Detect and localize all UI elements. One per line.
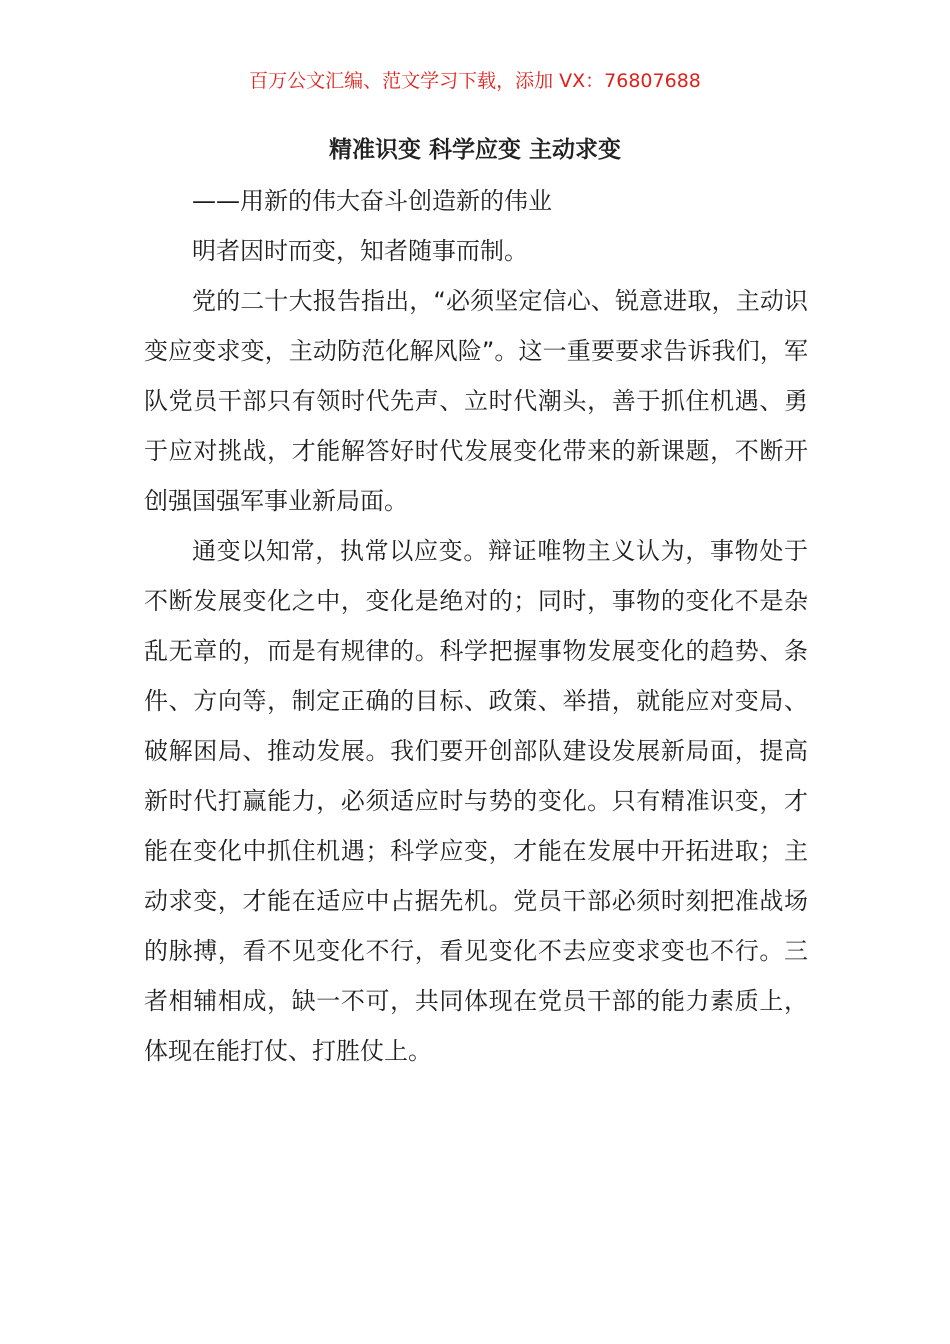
subtitle-paragraph: ——用新的伟大奋斗创造新的伟业	[192, 187, 552, 215]
document-title: 精准识变 科学应变 主动求变	[328, 137, 621, 163]
body-paragraph: 党的二十大报告指出，“必须坚定信心、锐意进取，主动识变应变求变，主动防范化解风险”。这一重要要求告诉我们，军队党员干部只有领时代先声、立时代潮头，善于抓住机遇、勇于应对挑战，才能解答好时代发展变化带来的新课题，不断开创强国强军事业新局面。	[144, 287, 808, 515]
document-body	[144, 176, 808, 1076]
body-paragraph: 明者因时而变，知者随事而制。	[192, 237, 528, 265]
body-paragraph: 通变以知常，执常以应变。辩证唯物主义认为，事物处于不断发展变化之中，变化是绝对的；同时，事物的变化不是杂乱无章的，而是有规律的。科学把握事物发展变化的趋势、条件、方向等，制定正确的目标、政策、举措，就能应对变局、破解困局、推动发展。我们要开创部队建设发展新局面，提高新时代打赢能力，必须适应时与势的变化。只有精准识变，才能在变化中抓住机遇；科学应变，才能在发展中开拓进取；主动求变，才能在适应中占据先机。党员干部必须时刻把准战场的脉搏，看不见变化不行，看见变化不去应变求变也不行。三者相辅相成，缺一不可，共同体现在党员干部的能力素质上，体现在能打仗、打胜仗上。	[144, 537, 808, 1065]
watermark-header: 百万公文汇编、范文学习下载，添加 VX：76807688	[249, 70, 701, 92]
